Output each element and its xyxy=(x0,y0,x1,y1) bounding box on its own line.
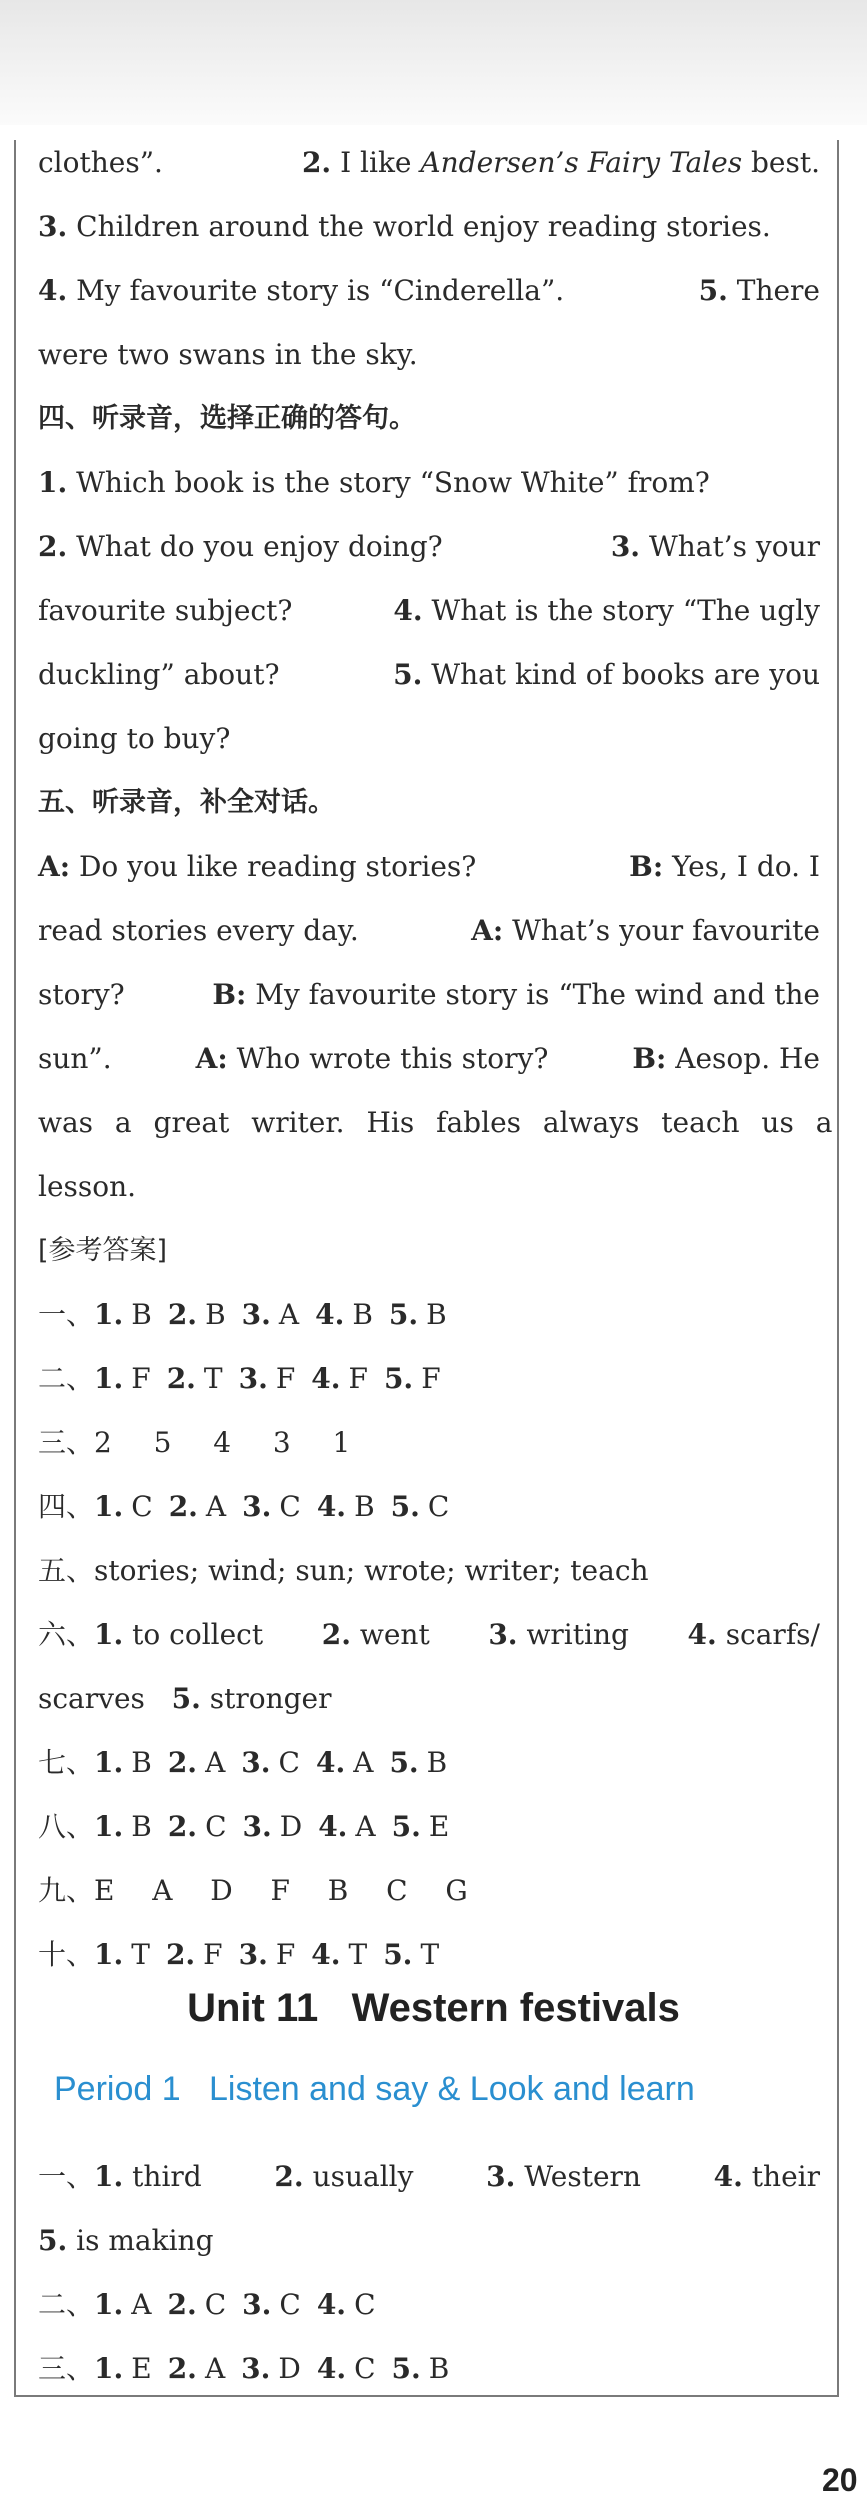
item-number: 1. xyxy=(94,1938,124,1971)
text-line xyxy=(38,515,820,579)
text: What kind of books are you xyxy=(431,658,820,691)
item-number: 4. xyxy=(713,2160,743,2193)
text: sun”. xyxy=(38,1042,112,1075)
item-number: 3. xyxy=(38,210,68,243)
item-number: 1. xyxy=(94,1618,124,1651)
item-number: 5. xyxy=(388,1298,419,1331)
speaker-label: A: xyxy=(471,914,504,947)
row-prefix: 六、 xyxy=(38,1618,95,1651)
item-number: 5. xyxy=(698,274,728,307)
text-group xyxy=(38,515,443,579)
speaker-label: A: xyxy=(38,850,71,883)
answer-value: F xyxy=(203,1938,223,1971)
answer-row xyxy=(38,2145,820,2209)
answer-value: scarfs/ xyxy=(725,1618,820,1651)
answer-value: D xyxy=(278,2352,301,2385)
row-prefix: 八、 xyxy=(38,1810,95,1843)
answer-value: C xyxy=(205,1810,227,1843)
right-border xyxy=(837,140,839,2395)
item-number: 3. xyxy=(241,2352,271,2385)
item-number: 1. xyxy=(38,466,68,499)
section-heading: 四、听录音，选择正确的答句。 xyxy=(38,403,416,434)
section-heading: 五、听录音，补全对话。 xyxy=(38,787,335,818)
text-line xyxy=(38,195,820,259)
answer-value: F xyxy=(275,1938,296,1971)
text: Which book is the story “Snow White” from? xyxy=(76,466,710,499)
row-prefix: 七、 xyxy=(38,1746,95,1779)
item-number: 2. xyxy=(168,1490,198,1523)
text-group xyxy=(393,579,820,643)
answer-value: A xyxy=(355,1810,376,1843)
item-number: 5. xyxy=(383,1362,414,1395)
unit-title: Unit 11 Western festivals xyxy=(187,1986,680,2030)
answer-value: A xyxy=(205,1490,227,1523)
text-group xyxy=(393,643,820,707)
text: Who wrote this story? xyxy=(236,1042,549,1075)
item-number: 1. xyxy=(94,1746,124,1779)
answer-row xyxy=(38,1603,820,1667)
text-line xyxy=(38,131,820,195)
item-number: 1. xyxy=(94,2352,124,2385)
row-prefix: 四、 xyxy=(38,1490,95,1523)
answer-value: C xyxy=(354,2352,376,2385)
answer-value: E A D F B C G xyxy=(94,1874,468,1907)
item-number: 2. xyxy=(167,2288,197,2321)
item-number: 3. xyxy=(488,1618,518,1651)
text: Children around the world enjoy reading stories. xyxy=(76,210,771,243)
answer-value: their xyxy=(751,2160,820,2193)
answer-value: A xyxy=(131,2288,152,2321)
item-number: 5. xyxy=(171,1682,201,1715)
row-prefix: 十、 xyxy=(38,1938,95,1971)
text-group xyxy=(38,2145,202,2209)
item-number: 2. xyxy=(274,2160,304,2193)
text: were two swans in the sky. xyxy=(38,338,418,371)
text-line xyxy=(38,1091,833,1155)
item-number: 4. xyxy=(311,1938,341,1971)
answer-value: B xyxy=(428,2352,450,2385)
item-number: 2. xyxy=(167,1810,198,1843)
text-line xyxy=(38,323,820,387)
answer-value: E xyxy=(131,2352,152,2385)
answer-row xyxy=(38,2337,820,2401)
answer-value: A xyxy=(278,1298,300,1331)
answer-value: B xyxy=(426,1298,447,1331)
answer-value: B xyxy=(205,1298,226,1331)
text: What is the story “The ugly xyxy=(431,594,820,627)
answer-value: C xyxy=(279,2288,301,2321)
answer-value: F xyxy=(275,1362,296,1395)
answer-value: T xyxy=(131,1938,150,1971)
answer-value: B xyxy=(131,1810,152,1843)
text: There xyxy=(736,274,820,307)
answer-value: B xyxy=(352,1298,373,1331)
item-number: 3. xyxy=(238,1362,268,1395)
item-number: 1. xyxy=(94,1362,124,1395)
answer-row xyxy=(38,1795,820,1859)
item-number: 4. xyxy=(315,1746,346,1779)
answer-row xyxy=(38,2209,820,2273)
answer-value: third xyxy=(132,2160,202,2193)
text-group xyxy=(38,1603,263,1667)
text: story? xyxy=(38,978,125,1011)
row-prefix: 一、 xyxy=(38,1298,95,1331)
top-shadow xyxy=(0,0,867,125)
answer-value: B xyxy=(131,1298,152,1331)
text-line xyxy=(38,579,820,643)
answer-value: went xyxy=(359,1618,430,1651)
text-group xyxy=(629,835,820,899)
text-group xyxy=(486,2145,641,2209)
answer-row xyxy=(38,1667,820,1731)
item-number: 1. xyxy=(94,1298,124,1331)
item-number: 3. xyxy=(242,2288,272,2321)
answer-value: A xyxy=(205,1746,226,1779)
item-number: 2. xyxy=(301,146,332,179)
text-line xyxy=(38,899,820,963)
answer-row xyxy=(38,2273,820,2337)
item-number: 4. xyxy=(687,1618,717,1651)
text-group xyxy=(38,259,564,323)
book-title: Andersen’s Fairy Tales xyxy=(420,146,743,179)
answer-row xyxy=(38,1923,820,1987)
text-line xyxy=(38,643,820,707)
answer-value: writing xyxy=(526,1618,629,1651)
answer-row xyxy=(38,1539,820,1603)
item-number: 2. xyxy=(166,1362,196,1395)
row-prefix: 三、 xyxy=(38,2352,95,2385)
answer-value: stronger xyxy=(209,1682,332,1715)
item-number: 5. xyxy=(393,658,423,691)
item-number: 4. xyxy=(38,274,68,307)
answer-value: scarves xyxy=(38,1682,145,1715)
item-number: 2. xyxy=(165,1938,196,1971)
answer-value: to collect xyxy=(132,1618,264,1651)
item-number: 4. xyxy=(318,1810,348,1843)
text: lesson. xyxy=(38,1170,137,1203)
text-line xyxy=(38,963,820,1027)
speaker-label: B: xyxy=(212,978,247,1011)
item-number: 5. xyxy=(390,1490,420,1523)
text: going to buy? xyxy=(38,722,231,755)
item-number: 3. xyxy=(241,1298,271,1331)
answer-value: Western xyxy=(524,2160,641,2193)
answer-key-heading: [参考答案] xyxy=(38,1235,168,1266)
answer-value: T xyxy=(203,1362,223,1395)
answer-value: F xyxy=(421,1362,441,1395)
row-prefix: 二、 xyxy=(38,1362,95,1395)
item-number: 4. xyxy=(393,594,423,627)
item-number: 4. xyxy=(315,1298,345,1331)
text-line xyxy=(38,451,820,515)
text-line xyxy=(38,835,820,899)
answer-value: T xyxy=(420,1938,440,1971)
item-number: 2. xyxy=(321,1618,351,1651)
answer-value: E xyxy=(428,1810,450,1843)
text: What’s your favourite xyxy=(512,914,820,947)
text: duckling” about? xyxy=(38,658,280,691)
answer-value: C xyxy=(427,1490,450,1523)
text-line xyxy=(38,707,820,771)
answer-value: B xyxy=(426,1746,448,1779)
answer-value: C xyxy=(278,1746,300,1779)
period-title: Period 1 Listen and say & Look and learn xyxy=(54,2070,695,2108)
item-number: 2. xyxy=(38,530,68,563)
answer-value: A xyxy=(353,1746,374,1779)
text: read stories every day. xyxy=(38,914,359,947)
text: Aesop. He xyxy=(675,1042,820,1075)
text-group xyxy=(611,515,820,579)
answer-value: T xyxy=(348,1938,368,1971)
text-group xyxy=(302,131,820,195)
text-group xyxy=(38,835,476,899)
text: My favourite story is “Cinderella”. xyxy=(76,274,565,307)
item-number: 3. xyxy=(610,530,641,563)
item-number: 5. xyxy=(389,1746,419,1779)
item-number: 3. xyxy=(242,1490,272,1523)
item-number: 3. xyxy=(242,1810,272,1843)
answer-value: B xyxy=(354,1490,375,1523)
answer-row xyxy=(38,1283,820,1347)
answer-value: is making xyxy=(76,2224,214,2257)
text: was a great writer. His fables always teach us a xyxy=(38,1106,833,1139)
row-prefix: 九、 xyxy=(38,1874,95,1907)
row-prefix: 三、 xyxy=(38,1426,95,1459)
answer-value: 2 5 4 3 1 xyxy=(94,1426,351,1459)
item-number: 4. xyxy=(316,2288,347,2321)
text-group xyxy=(196,1027,549,1091)
text: My favourite story is “The wind and the xyxy=(255,978,820,1011)
answer-row xyxy=(38,1859,820,1923)
page-number: 20 xyxy=(822,2462,858,2498)
item-number: 1. xyxy=(94,1490,124,1523)
text-group xyxy=(688,1603,820,1667)
text: What’s your xyxy=(648,530,820,563)
item-number: 3. xyxy=(238,1938,268,1971)
answer-value: usually xyxy=(312,2160,414,2193)
row-prefix: 一、 xyxy=(38,2160,95,2193)
text: Do you like reading stories? xyxy=(78,850,477,883)
item-number: 2. xyxy=(167,1298,198,1331)
row-prefix: 五、 xyxy=(38,1554,95,1587)
transcript-section xyxy=(38,131,833,1987)
answer-value: C xyxy=(204,2288,227,2321)
item-number: 3. xyxy=(241,1746,271,1779)
answer-row xyxy=(38,1475,820,1539)
text: I like xyxy=(340,146,412,179)
speaker-label: A: xyxy=(195,1042,228,1075)
text: best. xyxy=(750,146,820,179)
text: What do you enjoy doing? xyxy=(76,530,443,563)
text-group xyxy=(488,1603,629,1667)
item-number: 1. xyxy=(94,1810,124,1843)
item-number: 5. xyxy=(383,1938,413,1971)
answer-value: stories; wind; sun; wrote; writer; teach xyxy=(94,1554,649,1587)
answer-value: F xyxy=(348,1362,368,1395)
speaker-label: B: xyxy=(632,1042,667,1075)
item-number: 5. xyxy=(391,2352,421,2385)
row-prefix: 二、 xyxy=(38,2288,95,2321)
item-number: 4. xyxy=(316,2352,347,2385)
answer-value: D xyxy=(279,1810,303,1843)
text: Yes, I do. I xyxy=(672,850,820,883)
text-group xyxy=(714,2145,820,2209)
answer-value: B xyxy=(131,1746,152,1779)
item-number: 3. xyxy=(486,2160,516,2193)
item-number: 5. xyxy=(38,2224,68,2257)
text-group xyxy=(632,1027,820,1091)
left-border xyxy=(14,140,16,2395)
text-line xyxy=(38,1027,820,1091)
text-group xyxy=(699,259,820,323)
text: favourite subject? xyxy=(38,594,293,627)
text-group xyxy=(212,963,820,1027)
answer-row xyxy=(38,1731,820,1795)
item-number: 4. xyxy=(311,1362,341,1395)
item-number: 4. xyxy=(316,1490,347,1523)
item-number: 2. xyxy=(167,2352,197,2385)
text: clothes”. xyxy=(38,146,163,179)
item-number: 1. xyxy=(94,2160,124,2193)
text-line xyxy=(38,1155,820,1219)
answer-value: C xyxy=(354,2288,376,2321)
answer-value: F xyxy=(131,1362,151,1395)
speaker-label: B: xyxy=(629,850,664,883)
item-number: 2. xyxy=(167,1746,198,1779)
text-line xyxy=(38,259,820,323)
answer-row xyxy=(38,1411,820,1475)
text-group xyxy=(471,899,820,963)
answer-value: C xyxy=(279,1490,301,1523)
item-number: 5. xyxy=(391,1810,421,1843)
text-group xyxy=(274,2145,413,2209)
answer-row xyxy=(38,1347,820,1411)
answer-value: C xyxy=(131,1490,153,1523)
period-answers xyxy=(38,2145,820,2401)
answer-value: A xyxy=(204,2352,226,2385)
item-number: 1. xyxy=(94,2288,124,2321)
text-group xyxy=(322,1603,430,1667)
